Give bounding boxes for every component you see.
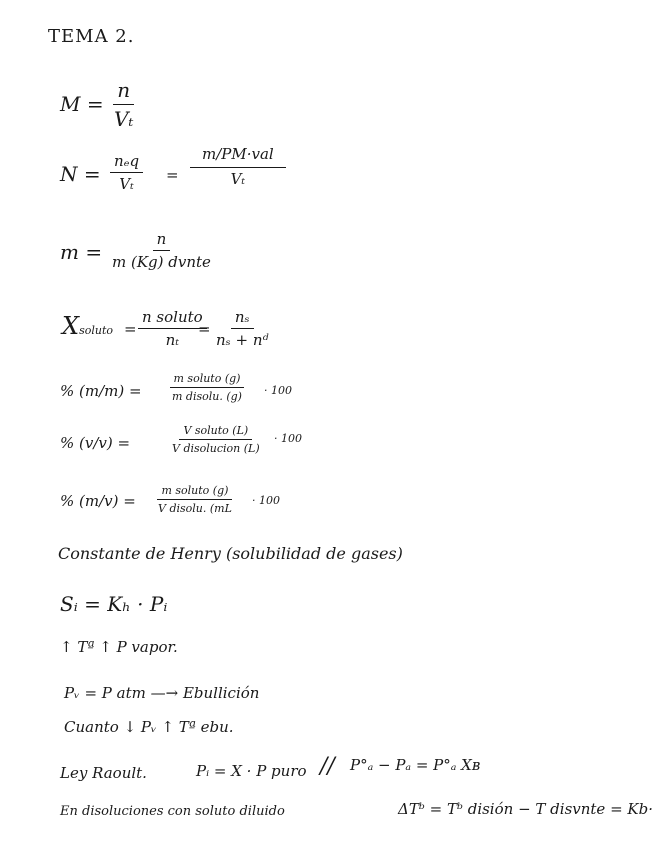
molality-denominator: m (Kg) dvnte bbox=[112, 253, 211, 271]
percent-vv-denominator: V disolucion (L) bbox=[172, 442, 260, 455]
mole-fraction-numerator-1: n soluto bbox=[138, 308, 207, 329]
page-title: TEMA 2. bbox=[48, 26, 135, 47]
mole-fraction-equals-2: = bbox=[198, 320, 211, 338]
normality-fraction-1 bbox=[110, 152, 143, 193]
percent-mm-fraction bbox=[168, 372, 246, 403]
molality-lhs: m = bbox=[60, 240, 103, 264]
normality-lhs: N = bbox=[60, 162, 101, 186]
mole-fraction-lhs bbox=[62, 312, 113, 340]
molarity-fraction bbox=[110, 78, 137, 131]
normality-numerator-1: nₑq bbox=[110, 152, 143, 173]
percent-mm-numerator: m soluto (g) bbox=[170, 372, 245, 388]
raoult-label: Ley Raoult. bbox=[60, 764, 147, 782]
raoult-equation-1: Pᵢ = X · P puro bbox=[196, 762, 307, 780]
percent-mv-tail: · 100 bbox=[252, 494, 280, 507]
normality-denominator-2: Vₜ bbox=[230, 170, 246, 188]
percent-vv-lhs: % (v/v) = bbox=[60, 434, 131, 452]
mole-fraction-symbol: X bbox=[62, 312, 80, 340]
dilute-equation: ΔTᵇ = Tᵇ disión − T disvnte = Kb· bbox=[398, 800, 653, 818]
raoult-separator: // bbox=[320, 754, 335, 779]
molality-fraction bbox=[108, 230, 215, 271]
mole-fraction-fraction-2 bbox=[212, 308, 272, 349]
normality-fraction-2 bbox=[190, 145, 286, 188]
normality-numerator-2: m/PM·val bbox=[190, 145, 286, 168]
percent-mv-fraction bbox=[154, 484, 236, 515]
percent-vv-numerator: V soluto (L) bbox=[179, 424, 252, 440]
percent-mv-denominator: V disolu. (mL bbox=[158, 502, 232, 515]
mole-fraction-equals-1: = bbox=[124, 320, 137, 338]
mole-fraction-fraction-1 bbox=[138, 308, 207, 349]
boiling-line-1: Pᵥ = P atm —→ Ebullición bbox=[64, 684, 260, 702]
henry-law: Sᵢ = Kₕ · Pᵢ bbox=[60, 592, 168, 616]
percent-mv-numerator: m soluto (g) bbox=[157, 484, 232, 500]
percent-mm-tail: · 100 bbox=[264, 384, 292, 397]
percent-vv-tail: · 100 bbox=[274, 432, 302, 445]
molality-numerator: n bbox=[153, 230, 171, 251]
percent-mv-lhs: % (m/v) = bbox=[60, 492, 136, 510]
boiling-line-2: Cuanto ↓ Pᵥ ↑ Tª ebu. bbox=[64, 718, 234, 736]
molarity-numerator: n bbox=[113, 78, 134, 105]
dilute-text: En disoluciones con soluto diluido bbox=[60, 804, 285, 819]
mole-fraction-numerator-2: nₛ bbox=[231, 308, 254, 329]
mole-fraction-subscript: soluto bbox=[79, 324, 114, 337]
molarity-lhs: M = bbox=[60, 92, 104, 116]
mole-fraction-denominator-2: nₛ + nᵈ bbox=[216, 331, 269, 349]
percent-mm-lhs: % (m/m) = bbox=[60, 382, 142, 400]
raoult-equation-2: P°ₐ − Pₐ = P°ₐ Xʙ bbox=[350, 756, 481, 774]
percent-vv-fraction bbox=[168, 424, 264, 455]
molarity-denominator: Vₜ bbox=[114, 107, 134, 131]
henry-note: ↑ Tª ↑ P vapor. bbox=[60, 638, 178, 656]
mole-fraction-denominator-1: nₜ bbox=[165, 331, 180, 349]
henry-heading: Constante de Henry (solubilidad de gases) bbox=[58, 544, 403, 563]
percent-mm-denominator: m disolu. (g) bbox=[172, 390, 242, 403]
normality-equals: = bbox=[166, 166, 179, 184]
normality-denominator-1: Vₜ bbox=[119, 175, 134, 193]
